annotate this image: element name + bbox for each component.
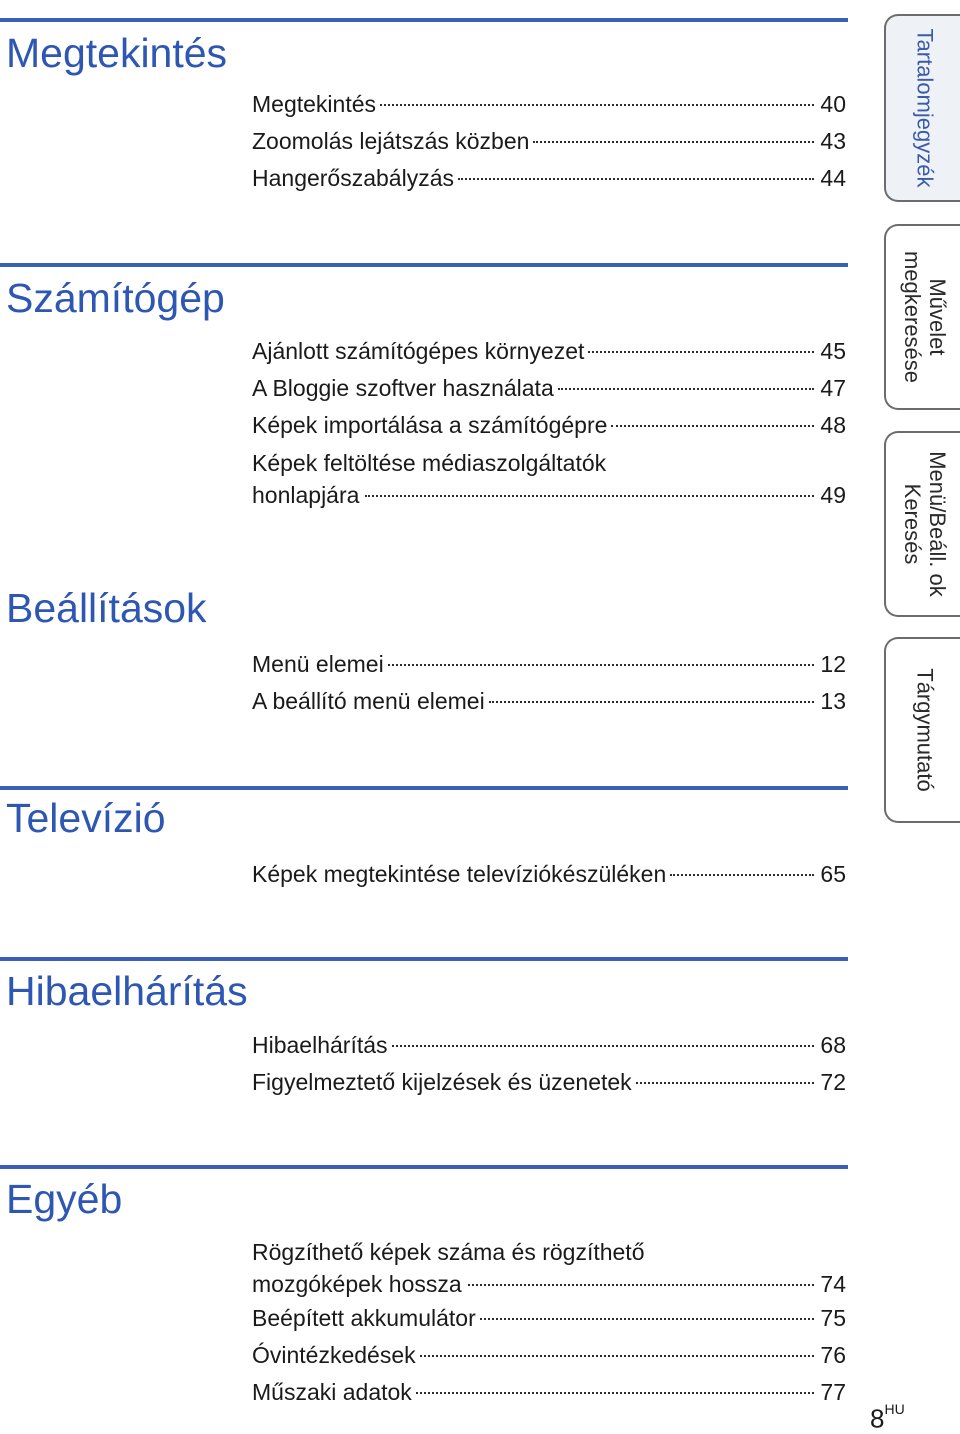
leader-dots <box>420 1354 815 1357</box>
toc-entry[interactable] <box>252 1337 846 1374</box>
toc-entry-title: Képek importálása a számítógépre <box>252 412 608 438</box>
leader-dots <box>365 494 814 497</box>
tab-label: Tartalomjegyzék <box>912 28 938 188</box>
section-title: Egyéb <box>6 1176 123 1222</box>
toc-entry-page: 13 <box>820 688 846 714</box>
toc-entry[interactable] <box>252 447 846 511</box>
section-rule <box>0 18 848 22</box>
section-rule <box>0 957 848 961</box>
toc-entry[interactable] <box>252 1300 846 1337</box>
toc-entry-page: 49 <box>820 482 846 508</box>
toc-entry-title: Műszaki adatok <box>252 1379 412 1405</box>
toc-entry[interactable] <box>252 333 846 370</box>
section-rule <box>0 263 848 267</box>
toc-entry-page: 75 <box>820 1305 846 1331</box>
toc-entry-title: Beépített akkumulátor <box>252 1305 476 1331</box>
leader-dots <box>611 424 814 427</box>
toc-entry-page: 45 <box>820 338 846 364</box>
tab-targymutato[interactable] <box>884 637 960 823</box>
page-number-value: 8 <box>870 1403 885 1434</box>
toc-entry[interactable] <box>252 1236 846 1300</box>
toc-entry-page: 68 <box>820 1032 846 1058</box>
toc-entry-title-line2: mozgóképek hossza <box>252 1271 462 1297</box>
toc-entry-title: Menü elemei <box>252 651 384 677</box>
leader-dots <box>489 700 815 703</box>
toc-entry-page: 40 <box>820 91 846 117</box>
section-title: Megtekintés <box>6 30 228 76</box>
toc-entry[interactable] <box>252 160 846 197</box>
toc-entry-page: 48 <box>820 412 846 438</box>
tab-label <box>900 251 950 383</box>
section-title: Számítógép <box>6 275 225 321</box>
toc-entry-page: 47 <box>820 375 846 401</box>
toc-entry-page: 76 <box>820 1342 846 1368</box>
tab-label-line2: Keresés <box>900 483 925 565</box>
toc-entry[interactable] <box>252 1374 846 1411</box>
tab-label-line2: megkeresése <box>900 250 925 384</box>
leader-dots <box>392 1044 815 1047</box>
toc-entry[interactable] <box>252 856 846 893</box>
leader-dots <box>670 873 814 876</box>
toc-entry[interactable] <box>252 407 846 444</box>
leader-dots <box>558 387 815 390</box>
leader-dots <box>416 1391 815 1394</box>
tab-muvelet-megkeresese[interactable] <box>884 224 960 410</box>
toc-entry-title: Képek megtekintése televíziókészüléken <box>252 861 667 887</box>
toc-entry-title: A Bloggie szoftver használata <box>252 375 554 401</box>
toc-entry-title: Zoomolás lejátszás közben <box>252 128 530 154</box>
toc-entry-page: 43 <box>820 128 846 154</box>
leader-dots <box>588 350 814 353</box>
leader-dots <box>458 177 814 180</box>
toc-entry-title: Hibaelhárítás <box>252 1032 388 1058</box>
toc-entry-page: 12 <box>820 651 846 677</box>
tab-menu-beall-kereses[interactable] <box>884 431 960 617</box>
toc-entry-title: A beállító menü elemei <box>252 688 485 714</box>
toc-entry[interactable] <box>252 646 846 683</box>
toc-entry-title-line1: Képek feltöltése médiaszolgáltatók <box>252 450 607 476</box>
toc-entry-title: Megtekintés <box>252 91 377 117</box>
toc-entry-page: 44 <box>820 165 846 191</box>
toc-entry-page: 77 <box>820 1379 846 1405</box>
tab-label-line1: Menü/Beáll. ok <box>925 451 950 597</box>
toc-entry[interactable] <box>252 370 846 407</box>
section-title: Beállítások <box>6 585 207 631</box>
toc-entry[interactable] <box>252 683 846 720</box>
toc-entry-title: Ajánlott számítógépes környezet <box>252 338 585 364</box>
leader-dots <box>468 1283 815 1286</box>
leader-dots <box>636 1081 815 1084</box>
section-rule <box>0 786 848 790</box>
toc-entry-title-line1: Rögzíthető képek száma és rögzíthető <box>252 1239 645 1265</box>
tab-label <box>900 451 950 597</box>
tab-label-line1: Művelet <box>925 278 950 356</box>
page-number <box>870 1398 905 1434</box>
toc-entry-title-line2: honlapjára <box>252 482 360 508</box>
section-rule <box>0 1165 848 1169</box>
toc-entry-title: Figyelmeztető kijelzések és üzenetek <box>252 1069 632 1095</box>
leader-dots <box>533 140 814 143</box>
toc-entry-page: 74 <box>820 1271 846 1297</box>
toc-entry-title: Hangerőszabályzás <box>252 165 455 191</box>
toc-entry-page: 65 <box>820 861 846 887</box>
tab-label: Tárgymutató <box>912 668 938 792</box>
toc-entry[interactable] <box>252 1027 846 1064</box>
section-title: Hibaelhárítás <box>6 968 248 1014</box>
leader-dots <box>388 663 815 666</box>
toc-entry-title: Óvintézkedések <box>252 1342 416 1368</box>
section-title: Televízió <box>6 795 166 841</box>
leader-dots <box>480 1317 815 1320</box>
page-number-lang: HU <box>884 1401 905 1417</box>
leader-dots <box>380 103 814 106</box>
toc-entry-page: 72 <box>820 1069 846 1095</box>
toc-entry[interactable] <box>252 123 846 160</box>
toc-entry[interactable] <box>252 1064 846 1101</box>
toc-entry[interactable] <box>252 86 846 123</box>
tab-tartalomjegyzek[interactable] <box>884 14 960 202</box>
